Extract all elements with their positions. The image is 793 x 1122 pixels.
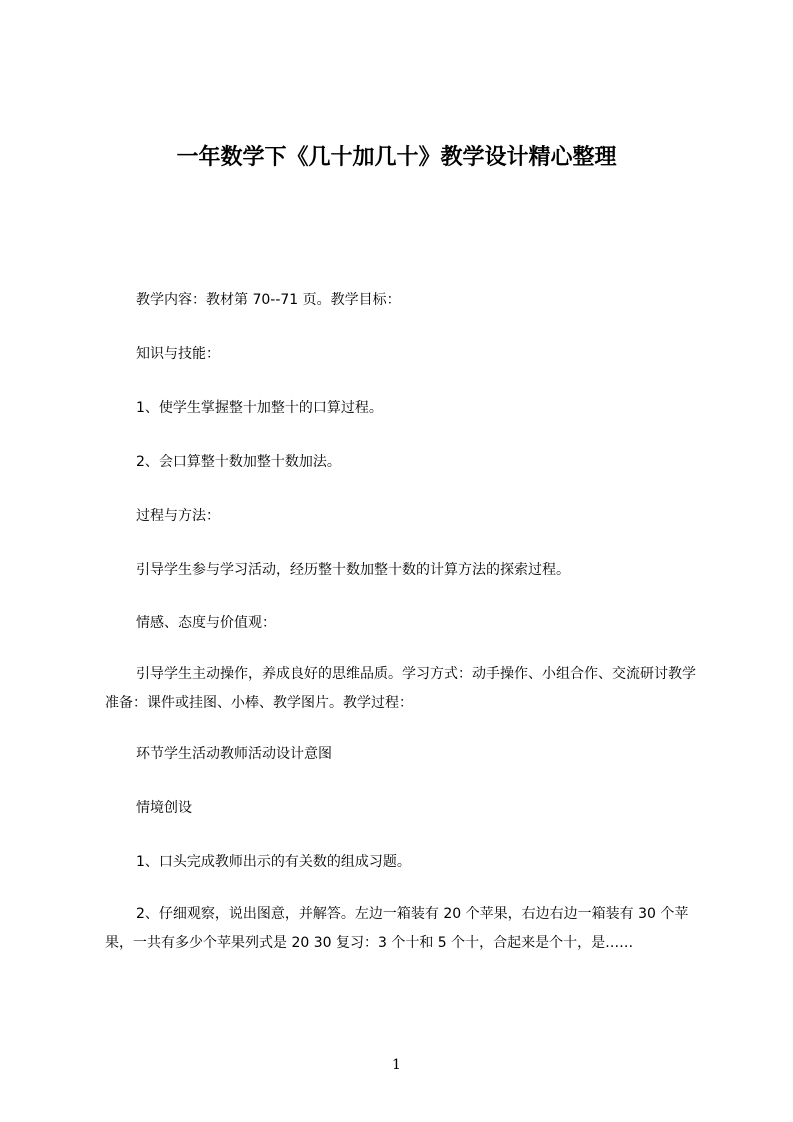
paragraph-activity-2: 2、仔细观察，说出图意，并解答。左边一箱装有 20 个苹果，右边右边一箱装有 30 个苹果，一共有多少个苹果列式是 20 30 复习：3 个十和 5 个十，合起来是个十，是…… <box>105 906 689 951</box>
paragraph-process-method-heading: 过程与方法： <box>136 508 220 524</box>
paragraph-scenario-heading: 情境创设 <box>136 800 192 816</box>
paragraph-goal-1: 1、使学生掌握整十加整十的口算过程。 <box>136 400 383 416</box>
paragraph-teaching-content: 教学内容：教材第 70--71 页。教学目标： <box>136 292 401 308</box>
paragraph-table-header: 环节学生活动教师活动设计意图 <box>136 746 332 762</box>
paragraph-knowledge-skills-heading: 知识与技能： <box>136 346 220 362</box>
document-title: 一年数学下《几十加几十》教学设计精心整理 <box>176 145 617 170</box>
paragraph-activity-1: 1、口头完成教师出示的有关数的组成习题。 <box>136 854 411 870</box>
paragraph-goal-2: 2、会口算整十数加整十数加法。 <box>136 454 341 470</box>
paragraph-learning-method: 引导学生主动操作，养成良好的思维品质。学习方式：动手操作、小组合作、交流研讨教学准备：课件或挂图、小棒、教学图片。教学过程： <box>105 666 696 711</box>
page-number: 1 <box>392 1057 401 1073</box>
paragraph-process-method: 引导学生参与学习活动，经历整十数加整十数的计算方法的探索过程。 <box>136 562 570 578</box>
paragraph-emotion-values-heading: 情感、态度与价值观： <box>136 615 276 631</box>
